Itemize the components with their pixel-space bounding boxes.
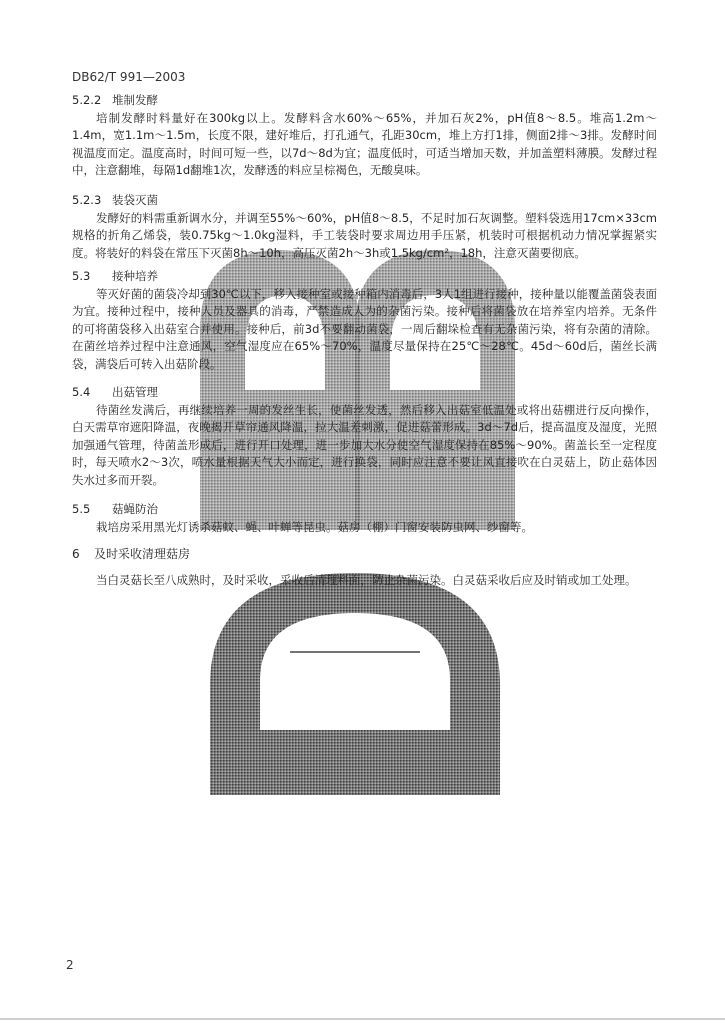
arch-stamp-bottom — [205, 565, 505, 800]
section-body: 栽培房采用黑光灯诱杀菇蚊、蝇、叶蝉等昆虫。菇房（棚）门窗安装防虫网、纱窗等。 — [96, 519, 533, 534]
section-heading: 5.3 接种培养 — [72, 269, 158, 283]
section-body: 发酵好的料需重新调水分，并调至55%～60%，pH值8～8.5，不足时加石灰调整。塑料袋选用17cm×33cm规格的折角乙烯袋，装0.75kg～1.0kg湿料，手工装袋时要求周边用手压紧，机装时可根据机动力情况掌握紧实度。将装好的料袋在常压下灭菌8h～10h，高压灭菌2h～3h或1.5kg/cm²，18h，注意灭菌要彻底。 — [72, 210, 657, 260]
section-heading: 5.5 菇蝇防治 — [72, 502, 158, 516]
bottom-rule — [0, 1018, 725, 1020]
section-5-4 — [72, 384, 657, 490]
section-5-2-3 — [72, 192, 657, 262]
section-5-2-2 — [72, 92, 657, 180]
section-heading: 6 及时采收清理菇房 — [72, 547, 191, 561]
section-5-3 — [72, 268, 657, 374]
section-body: 等灭好菌的菌袋冷却到30℃以下，移入接种室或接种箱内消毒后，3人1组进行接种，接种量以能覆盖菌袋表面为宜。接种过程中，接种人员及器具的消毒，严禁造成人为的杂菌污染。接种后将菌袋放在培养室内培养。无条件的可将菌袋移入出菇室合并使用。接种后，前3d不要翻动菌袋，一周后翻垛检查有无杂菌污染，将有杂菌的清除。在菌丝培养过程中注意通风，空气湿度应在65%～70%，温度尽量保持在25℃～28℃。45d～60d后，菌丝长满袋，满袋后可转入出菇阶段。 — [72, 286, 657, 371]
section-5-5 — [72, 501, 657, 536]
document-number: DB62/T 991—2003 — [72, 70, 186, 84]
section-heading: 5.4 出菇管理 — [72, 385, 158, 399]
page-number: 2 — [66, 958, 74, 972]
section-heading: 5.2.3 装袋灭菌 — [72, 193, 158, 207]
section-heading: 5.2.2 堆制发酵 — [72, 93, 158, 107]
section-body: 待菌丝发满后，再继续培养一周的发丝生长，使菌丝发透，然后移入出菇室低温处或将出菇棚进行反向操作，白天需草帘遮阳降温，夜晚揭开草帘通风降温，拉大温差刺激，促进菇蕾形成。3d～7d后，提高温度及湿度，光照加强通气管理，待菌盖形成后，进行开口处理，进一步加大水分使空气湿度保持在85%～90%。菌盖长至一定程度时，每天喷水2～3次，喷水量根据天气大小而定，进行换袋，同时应注意不要让风直接吹在白灵菇上，防止菇体因失水过多而开裂。 — [72, 402, 657, 487]
section-body: 当白灵菇长至八成熟时，及时采收，采收后清理料面，防止杂菌污染。白灵菇采收后应及时销或加工处理。 — [96, 572, 637, 587]
section-body: 培制发酵时料量好在300kg以上。发酵料含水60%～65%，并加石灰2%，pH值8～8.5。堆高1.2m～1.4m，宽1.1m～1.5m，长度不限，建好堆后，打孔通气，孔距30cm，堆上方打1排，侧面2排～3排。发酵时间视温度而定。温度高时，时间可短一些，以7d～8d为宜；温度低时，可适当增加天数，并加盖塑料薄膜。发酵过程中，注意翻堆，每隔1d翻堆1次，发酵透的料应呈棕褐色，无酸臭味。 — [72, 110, 657, 178]
section-6 — [72, 546, 657, 589]
